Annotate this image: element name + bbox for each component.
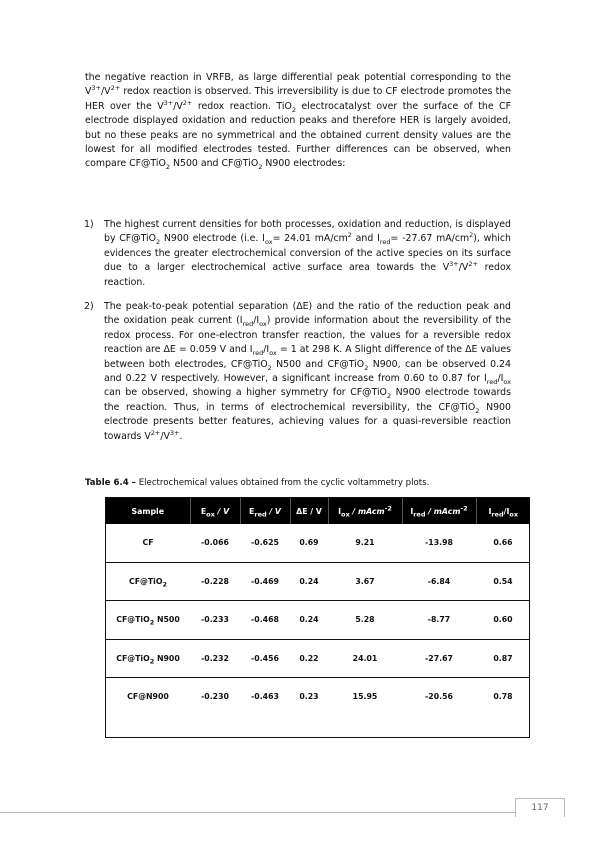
cell-iox: 24.01 — [328, 639, 402, 678]
cell-delta-e: 0.22 — [290, 639, 328, 678]
cell-ired: -20.56 — [402, 678, 476, 716]
cell-delta-e: 0.24 — [290, 562, 328, 601]
cell-eox: -0.066 — [201, 538, 229, 548]
cell-iox: 5.28 — [328, 601, 402, 640]
cell-ratio: 0.66 — [493, 538, 513, 548]
cell-sample: CF@TiO$_2$ — [106, 562, 190, 601]
table-row — [106, 678, 530, 716]
list-item-2 — [84, 300, 511, 444]
cell-delta-e: 0.23 — [290, 678, 328, 716]
intro-paragraph: the negative reaction in VRFB, as large differential peak potential corresponding to the $V^{3+}/V^{2+}$ redox reaction is observed. This irreversibility is due to CF electrode promotes the HER over the $V^{3+}/V^{2+}$ redox reaction. TiO$_2$ electrocatalyst over the surface of the CF electrode displayed oxidation and reduction peaks and therefore HER is largely avoided, but no these peaks are no symmetrical and the obtained current density values are the lowest for all modified electrodes tested. Further differences can be observed, when compare CF@TiO$_2$ N500 and CF@TiO$_2$ N900 electrodes: — [85, 72, 511, 172]
list-item-text: The peak-to-peak potential separation (ΔE) and the ratio of the reduction peak and the oxidation peak current $(I_{red}/I_{ox})$ provide information about the reversibility of the redox process. For one-electron transfer reaction, the values for a reversible redox reaction are ΔE = 0.059 V and $I_{red}/I_{ox} = 1$ at 298 K. A Slight difference of the ΔE values between both electrodes, CF@TiO$_2$ N500 and CF@TiO$_2$ N900, can be observed 0.24 and 0.22 V respectively. However, a significant increase from 0.60 to 0.87 for $I_{red}/I_{ox}$ can be observed, showing a higher symmetry for CF@TiO$_2$ N900 electrode towards the reaction. Thus, in terms of electrochemical reversibility, the CF@TiO$_2$ N900 electrode presents better features, achieving values for a quasi-reversible reaction towards $V^{2+}/V^{3+}$. — [104, 301, 511, 442]
cell-ratio: 0.60 — [476, 601, 530, 640]
header-ratio: $I_{red}/I_{ox}$ — [476, 498, 530, 524]
cell-ired: -27.67 — [402, 639, 476, 678]
header-ired: $I_{red}$ / mAcm$^{-2}$ — [402, 498, 476, 524]
cell-eox: -0.232 — [190, 639, 240, 678]
table-header-row — [106, 498, 530, 524]
table-row — [106, 639, 530, 678]
header-eox: $E_{ox}$ / V — [190, 498, 240, 524]
cell-iox: 3.67 — [328, 562, 402, 601]
cell-ered: -0.468 — [240, 601, 290, 640]
cell-ratio: 0.54 — [476, 562, 530, 601]
cell-ratio: 0.78 — [476, 678, 530, 716]
table-row — [106, 524, 530, 562]
table-caption: Table 6.4 – Electrochemical values obtained from the cyclic voltammetry plots. — [85, 478, 430, 488]
cell-ired: -6.84 — [402, 562, 476, 601]
footer-divider — [0, 812, 515, 813]
list-item-number: 1) — [84, 219, 94, 230]
cell-sample: CF@TiO$_2$ N900 — [106, 639, 190, 678]
list-item-text: The highest current densities for both processes, oxidation and reduction, is displayed by CF@TiO$_2$ N900 electrode (i.e. $I_{ox}= 24.01$ $mA/cm^2$ and $I_{red}= -27.67$ $mA/cm^2$), which evidences the greater electrochemical conversion of the active species on its surface due to a larger electrochemical active surface area towards the $V^{3+}/V^{2+}$ redox reaction. — [104, 219, 512, 288]
list-item-number: 2) — [84, 301, 94, 312]
cell-ered: -0.463 — [240, 678, 290, 716]
cell-sample: CF — [142, 538, 154, 548]
header-ered: $E_{red}$ / V — [240, 498, 290, 524]
cell-ired: -13.98 — [425, 538, 453, 548]
cell-ered: -0.625 — [251, 538, 279, 548]
cell-delta-e: 0.69 — [299, 538, 319, 548]
cell-iox: 9.21 — [355, 538, 375, 548]
cell-ratio: 0.87 — [476, 639, 530, 678]
header-delta-e: ΔE / V — [290, 498, 328, 524]
cell-delta-e: 0.24 — [290, 601, 328, 640]
cell-sample: CF@TiO$_2$ N500 — [106, 601, 190, 640]
cell-sample: CF@N900 — [106, 678, 190, 716]
electrochemical-values-table — [106, 498, 530, 716]
cell-ered: -0.456 — [240, 639, 290, 678]
cell-eox: -0.228 — [190, 562, 240, 601]
cell-iox: 15.95 — [328, 678, 402, 716]
cell-ired: -8.77 — [402, 601, 476, 640]
table-row — [106, 562, 530, 601]
table-row — [106, 601, 530, 640]
cell-eox: -0.230 — [190, 678, 240, 716]
cell-eox: -0.233 — [190, 601, 240, 640]
list-item-1 — [84, 218, 512, 290]
header-sample: Sample — [106, 498, 190, 524]
header-iox: $I_{ox}$ / mAcm$^{-2}$ — [328, 498, 402, 524]
page-number: 117 — [515, 798, 565, 817]
cell-ered: -0.469 — [240, 562, 290, 601]
